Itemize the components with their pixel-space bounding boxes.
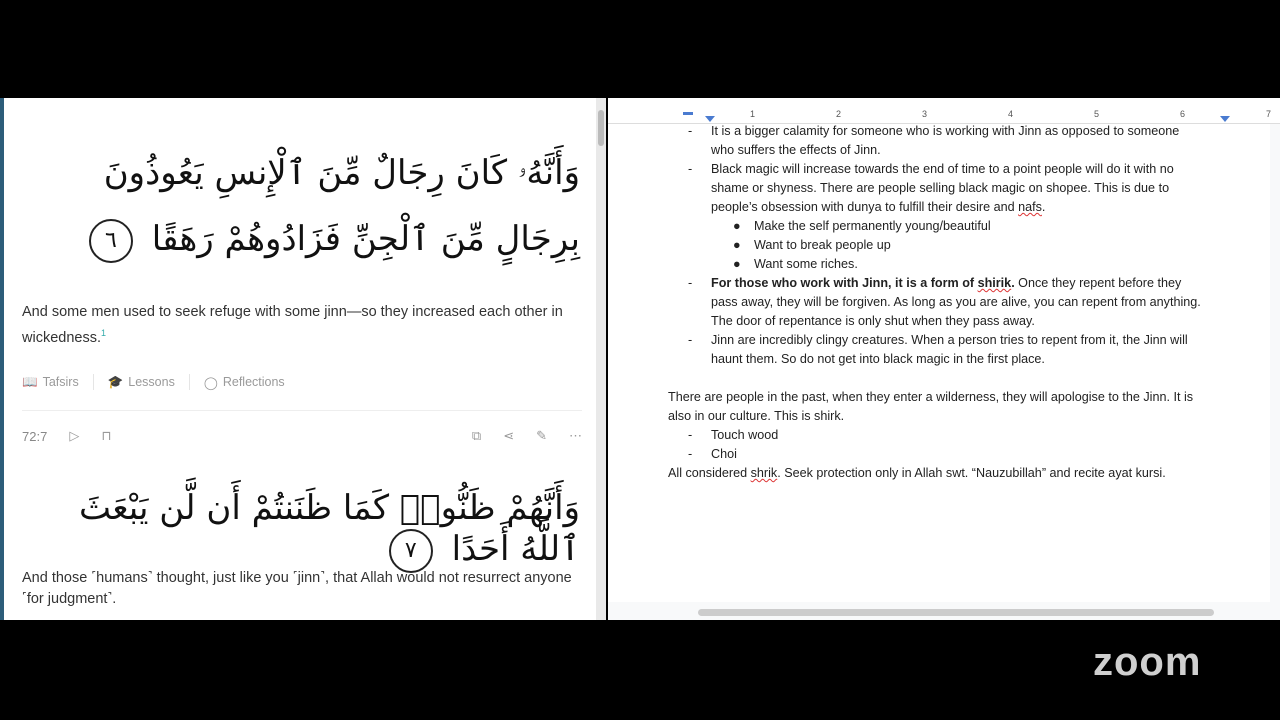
- ruler[interactable]: 1 2 3 4 5 6 7: [608, 98, 1280, 124]
- tab-tafsirs[interactable]: 📖 Tafsirs: [22, 374, 79, 389]
- verse-6-arabic: وَأَنَّهُۥ كَانَ رِجَالٌ مِّنَ ٱلْإِنسِ يَعُوذُونَ بِرِجَالٍ مِّنَ ٱلْجِنِّ فَزَادُوهُمْ رَهَقًا ٦: [20, 140, 580, 272]
- book-icon: 📖: [22, 374, 38, 389]
- right-indent-marker[interactable]: [1220, 116, 1230, 122]
- copy-icon[interactable]: ⧉: [471, 428, 482, 443]
- quran-pane: [0, 98, 606, 620]
- verse-7-arabic: وَأَنَّهُمْ ظَنُّوا۟ كَمَا ظَنَنتُمْ أَن لَّن يَبْعَثَ ٱللَّهُ أَحَدًا ٧: [20, 488, 580, 573]
- verse-number-icon: ٦: [89, 219, 133, 263]
- play-icon[interactable]: ▷: [69, 428, 80, 443]
- zoom-logo: zoom: [1093, 640, 1202, 684]
- share-icon[interactable]: ⋖: [503, 428, 515, 443]
- verse-key: 72:7: [22, 428, 48, 444]
- horizontal-scrollbar[interactable]: [698, 609, 1214, 616]
- graduation-cap-icon: 🎓: [107, 374, 124, 389]
- footnote-link[interactable]: 1: [100, 328, 106, 338]
- tab-lessons[interactable]: 🎓 Lessons: [107, 374, 175, 389]
- divider: [22, 410, 582, 411]
- bookmark-icon[interactable]: ⊓: [101, 428, 112, 443]
- verse-7-translation: And those ˹humans˺ thought, just like you ˹jinn˺, that Allah would not resurrect anyone ˹for judgment˺.: [22, 570, 572, 607]
- verse-6-translation: And some men used to seek refuge with some jinn—so they increased each other in wickedness.$^1$: [22, 304, 563, 346]
- first-line-indent-marker[interactable]: [683, 112, 693, 115]
- verse-number-icon: ٧: [389, 529, 433, 573]
- more-icon[interactable]: ⋯: [569, 428, 582, 443]
- document-body[interactable]: - It is a bigger calamity for someone who is working with Jinn as opposed to someone who suffers the effects of Jinn. - Black magic will increase towards the end of time to a point people will do it with no shame or shyness. There are people selling black magic on shopee. This is due to people’s obsession with dunya to fulfill their desire and nafs. ● Make the self permanently young/beautiful ● Want to break people up ● Want some riches. - For those who work with Jinn, it is a form of shirik. Once they repent before they pass away, they will be forgiven. As long as you are alive, you can repent from anything. The door of repentance is only shut when they pass away. - Jinn are incredibly clingy creatures. When a person tries to repent from it, the Jinn will haunt them. So do not get into black magic in the first place. There are people in the past, when they enter a wilderness, they will apologise to the Jinn. It is also in our culture. This is shirk. - Touch wood - Choi All considered shrik. Seek protection only in Allah swt. “Nauzubillah” and recite ayat kursi.: [608, 124, 1270, 602]
- edit-icon[interactable]: ✎: [536, 428, 547, 443]
- scrollbar[interactable]: [596, 98, 606, 620]
- chat-bubble-icon: ◯: [203, 375, 218, 390]
- document-pane: [608, 98, 1280, 620]
- tab-reflections[interactable]: ◯ Reflections: [203, 375, 285, 390]
